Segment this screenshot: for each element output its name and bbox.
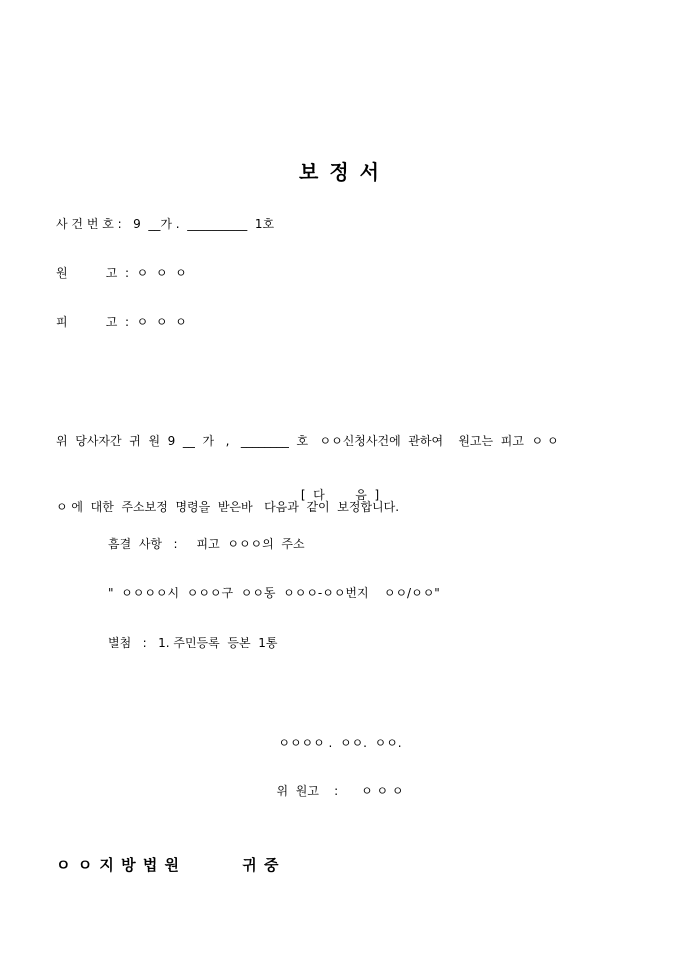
section-heading: [ 다 음 ] [300,488,380,502]
plaintiff-line: 원 고 : ㅇ ㅇ ㅇ [56,266,187,280]
court-addressee: ㅇ ㅇ 지 방 법 원 귀 중 [56,856,280,874]
body-line-1: 위 당사자간 귀 원 9 __ 가 , ________ 호 ㅇㅇ신청사건에 관하여 원고는 피고 ㅇ ㅇ [56,434,559,448]
defendant-line: 피 고 : ㅇ ㅇ ㅇ [56,315,187,329]
address-item: " ㅇㅇㅇㅇ시 ㅇㅇㅇ구 ㅇㅇ동 ㅇㅇㅇ-ㅇㅇ번지 ㅇㅇ/ㅇㅇ" [108,586,440,600]
body-line-2: ㅇ 에 대한 주소보정 명령을 받은바 다음과 같이 보정합니다. [56,500,400,514]
document-date: ㅇㅇㅇㅇ . ㅇㅇ. ㅇㅇ. [278,736,402,750]
document-title: 보 정 서 [299,160,381,184]
attachment-item: 별첨 : 1. 주민등록 등본 1통 [108,636,278,650]
correction-item: 흠결 사항 : 피고 ㅇㅇㅇ의 주소 [108,537,305,551]
case-number-line: 사 건 번 호 : 9 __가 . __________ 1호 [56,217,275,231]
signature-line: 위 원고 : ㅇ ㅇ ㅇ [276,784,404,798]
